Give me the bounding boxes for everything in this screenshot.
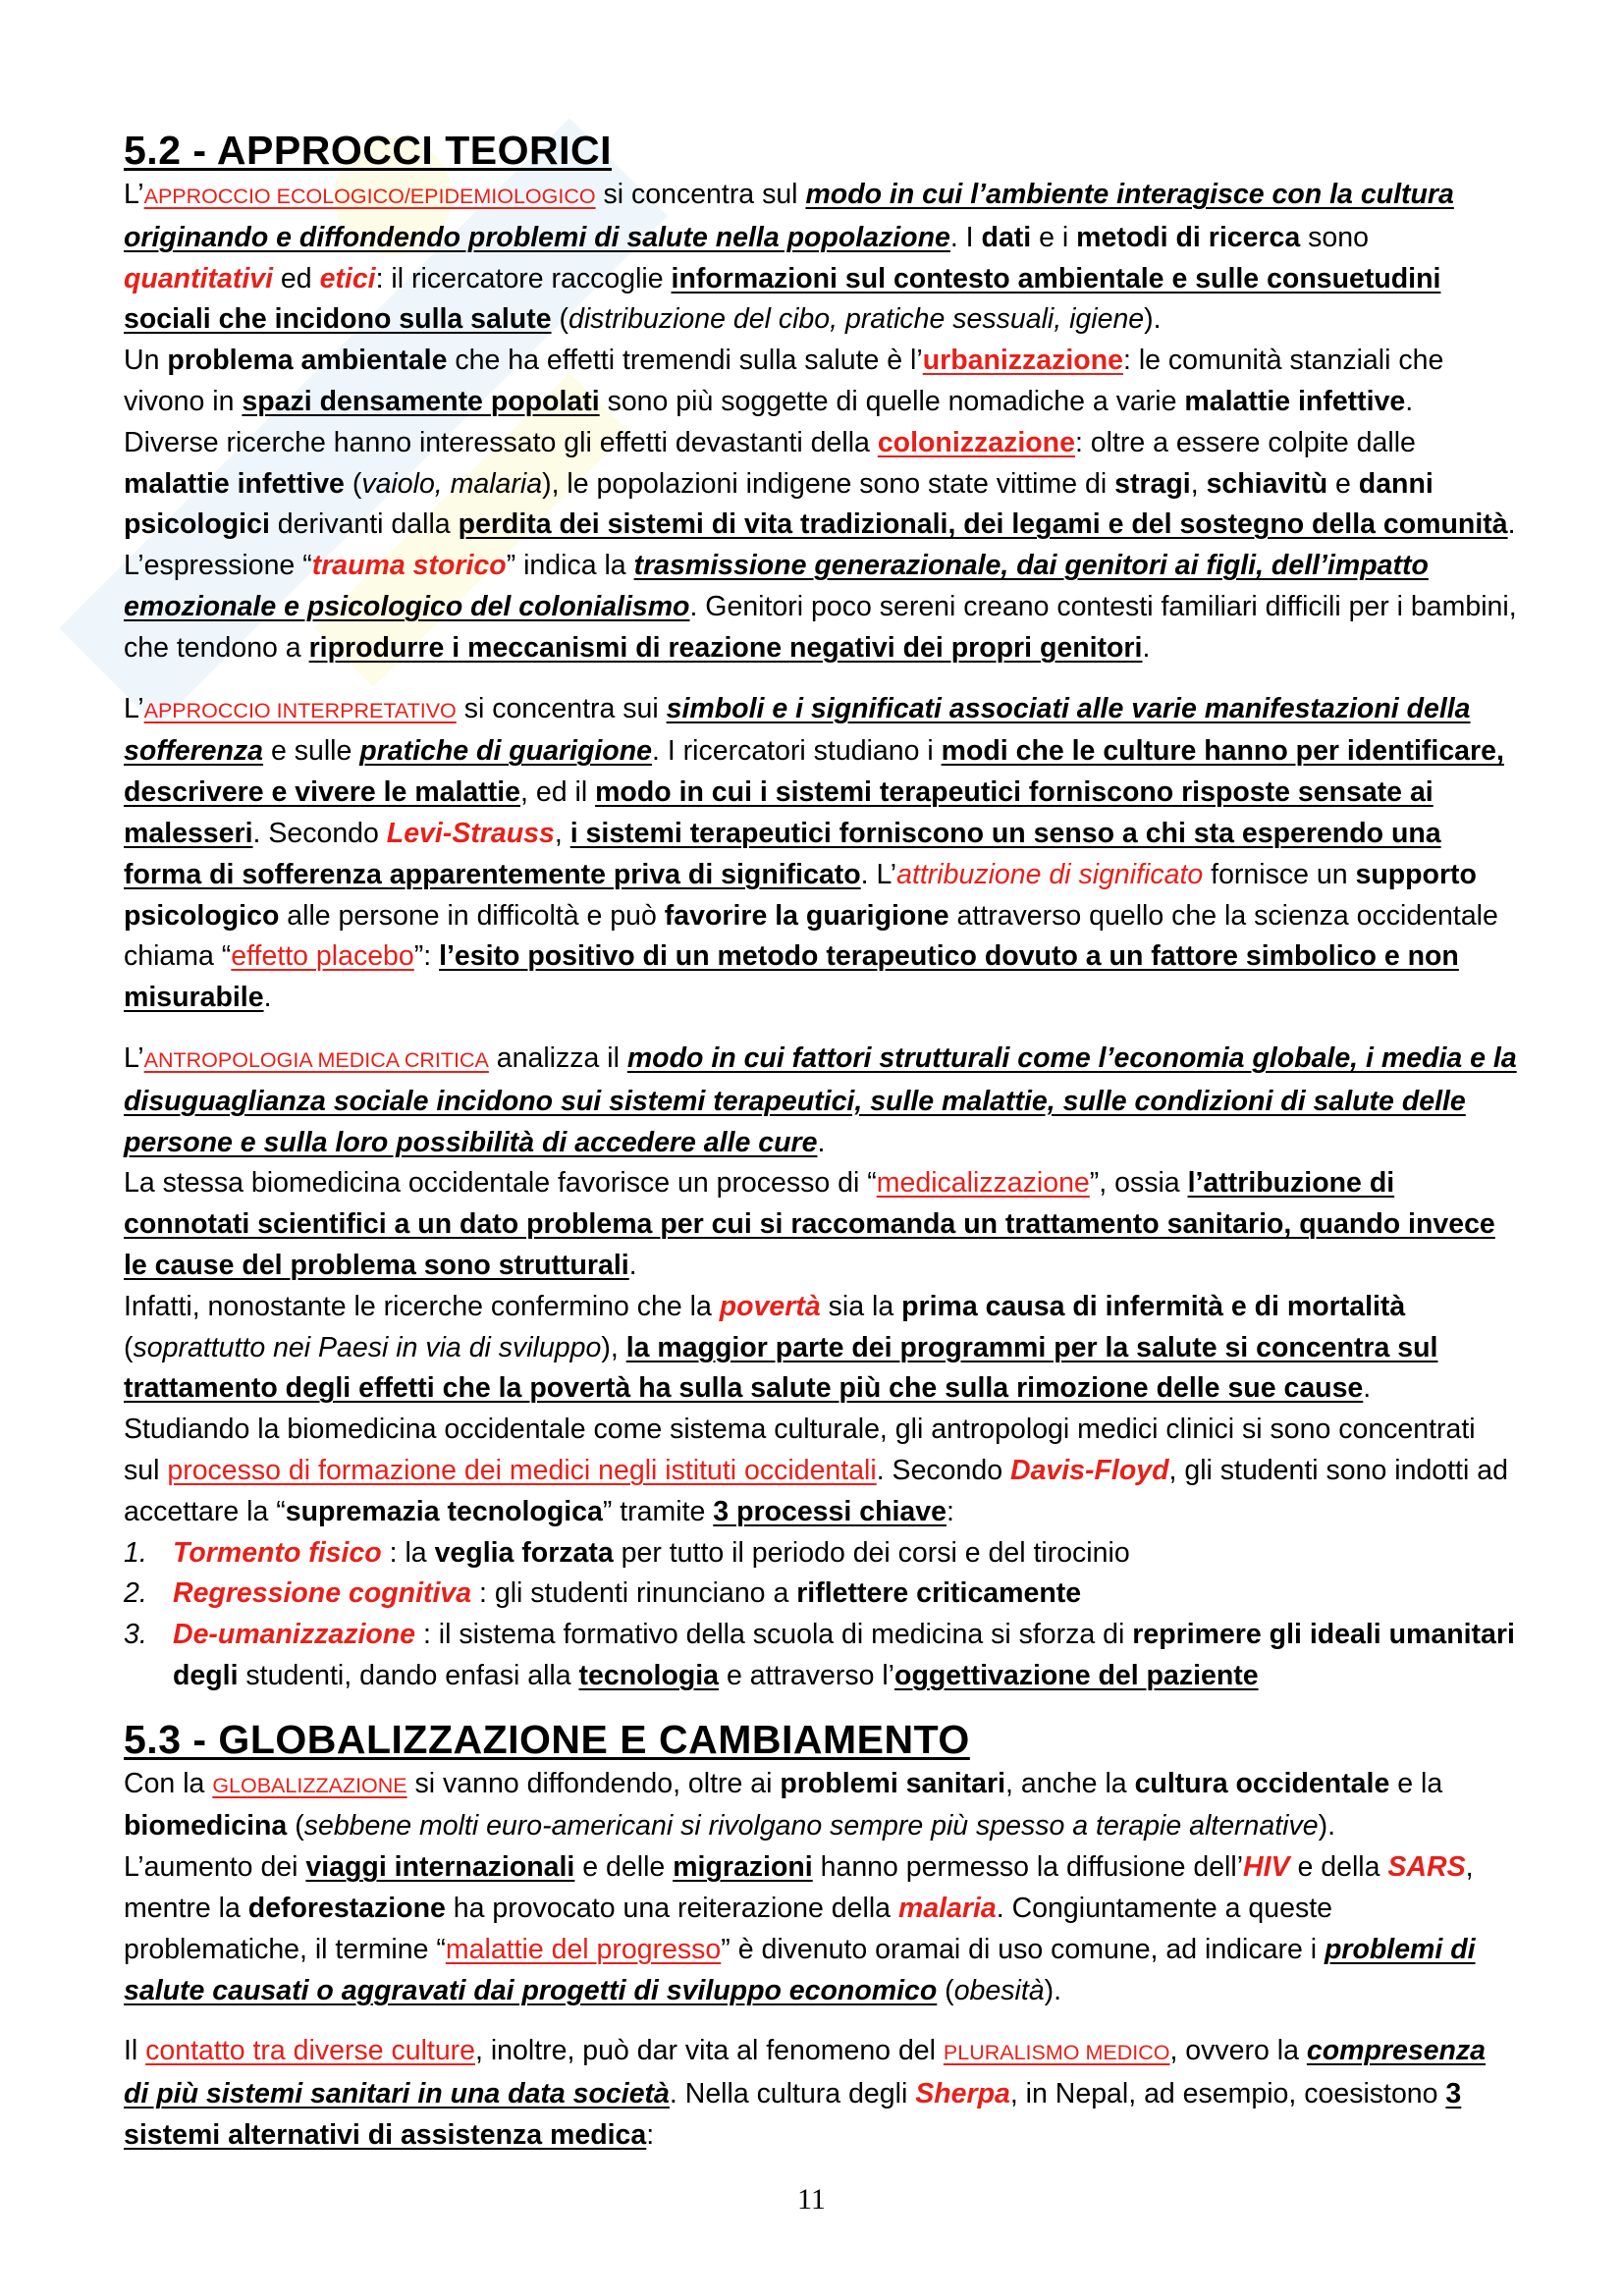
section-heading-5-2: 5.2 - APPROCCI TEORICI: [124, 128, 612, 173]
paragraph-approccio-ecologico: L’APPROCCIO ECOLOGICO/EPIDEMIOLOGICO si concentra sul modo in cui l’ambiente interagisce con la cultura originando e diffondendo problemi di salute nella popolazione. I dati e i metodi di ricerca sono quantitativi ed etici: il ricercatore raccoglie informazioni sul contesto ambientale e sulle consuetudini sociali che incidono sulla salute (distribuzione del cibo, pratiche sessuali, igiene). Un problema ambientale che ha effetti tremendi sulla salute è l’urbanizzazione: le comunità stanziali che vivono in spazi densamente popolati sono più soggette di quelle nomadiche a varie malattie infettive. Diverse ricerche hanno interessato gli effetti devastanti della colonizzazione: oltre a essere colpite dalle malattie infettive (vaiolo, malaria), le popolazioni indigene sono state vittime di stragi, schiavitù e danni psicologici derivanti dalla perdita dei sistemi di vita tradizionali, dei legami e del sostegno della comunità. L’espressione “trauma storico” indica la trasmissione generazionale, dai genitori ai figli, dell’impatto emozionale e psicologico del colonialismo. Genitori poco sereni creano contesti familiari difficili per i bambini, che tendono a riprodurre i meccanismi di reazione negativi dei propri genitori.: [124, 179, 1517, 664]
page-number: 11: [797, 2183, 826, 2216]
list-item: 1. Tormento fisico : la veglia forzata per tutto il periodo dei corsi e del tirocinio: [124, 1536, 1130, 1569]
list-item: 2. Regressione cognitiva : gli studenti rinunciano a riflettere criticamente: [124, 1577, 1082, 1610]
term-approccio-ecologico: APPROCCIO ECOLOGICO/EPIDEMIOLOGICO: [143, 185, 596, 208]
term-antropologia-critica: ANTROPOLOGIA MEDICA CRITICA: [143, 1047, 489, 1072]
term-globalizzazione: GLOBALIZZAZIONE: [212, 1773, 407, 1797]
document-body: [124, 126, 1518, 2157]
section-heading-5-3: 5.3 - GLOBALIZZAZIONE E CAMBIAMENTO: [124, 1716, 970, 1762]
list-item: 3. De-umanizzazione : il sistema formativo della scuola di medicina si sforza di reprimere gli ideali umanitari degli studenti, dando enfasi alla tecnologia e attraverso l’oggettivazione del paziente: [124, 1619, 1515, 1691]
paragraph-antropologia-critica: L’ANTROPOLOGIA MEDICA CRITICA analizza il modo in cui fattori strutturali come l’economia globale, i media e la disuguaglianza sociale incidono sui sistemi terapeutici, sulle malattie, sulle condizioni di salute delle persone e sulla loro possibilità di accedere alle cure. La stessa biomedicina occidentale favorisce un processo di “medicalizzazione”, ossia l’attribuzione di connotati scientifici a un dato problema per cui si raccomanda un trattamento sanitario, quando invece le cause del problema sono strutturali. Infatti, nonostante le ricerche confermino che la povertà sia la prima causa di infermità e di mortalità (soprattutto nei Paesi in via di sviluppo), la maggior parte dei programmi per la salute si concentra sul trattamento degli effetti che la povertà ha sulla salute più che sulla rimozione delle sue cause. Studiando la biomedicina occidentale come sistema culturale, gli antropologi medici clinici si sono concentrati sul processo di formazione dei medici negli istituti occidentali. Secondo Davis-Floyd, gli studenti sono indotti ad accettare la “supremazia tecnologica” tramite 3 processi chiave:: [124, 1041, 1517, 1527]
list-processi-chiave: [124, 1533, 1518, 1697]
paragraph-approccio-interpretativo: L’APPROCCIO INTERPRETATIVO si concentra sui simboli e i significati associati alle varie manifestazioni della sofferenza e sulle pratiche di guarigione. I ricercatori studiano i modi che le culture hanno per identificare, descrivere e vivere le malattie, ed il modo in cui i sistemi terapeutici forniscono risposte sensate ai malesseri. Secondo Levi-Strauss, i sistemi terapeutici forniscono un senso a chi sta esperendo una forma di sofferenza apparentemente priva di significato. L’attribuzione di significato fornisce un supporto psicologico alle persone in difficoltà e può favorire la guarigione attraverso quello che la scienza occidentale chiama “effetto placebo”: l’esito positivo di un metodo terapeutico dovuto a un fattore simbolico e non misurabile.: [124, 692, 1504, 1014]
paragraph-globalizzazione: Con la GLOBALIZZAZIONE si vanno diffondendo, oltre ai problemi sanitari, anche la cultura occidentale e la biomedicina (sebbene molti euro-americani si rivolgano sempre più spesso a terapie alternative). L’aumento dei viaggi internazionali e delle migrazioni hanno permesso la diffusione dell’HIV e della SARS, mentre la deforestazione ha provocato una reiterazione della malaria. Congiuntamente a queste problematiche, il termine “malattie del progresso” è divenuto oramai di uso comune, ad indicare i problemi di salute causati o aggravati dai progetti di sviluppo economico (obesità).: [124, 1767, 1476, 2006]
term-approccio-interpretativo: APPROCCIO INTERPRETATIVO: [143, 698, 457, 722]
paragraph-pluralismo: Il contatto tra diverse culture, inoltre, può dar vita al fenomeno del PLURALISMO MEDICO, ovvero la compresenza di più sistemi sanitari in una data società. Nella cultura degli Sherpa, in Nepal, ad esempio, coesistono 3 sistemi alternativi di assistenza medica:: [124, 2035, 1487, 2152]
term-pluralismo-medico: PLURALISMO MEDICO: [943, 2041, 1170, 2065]
